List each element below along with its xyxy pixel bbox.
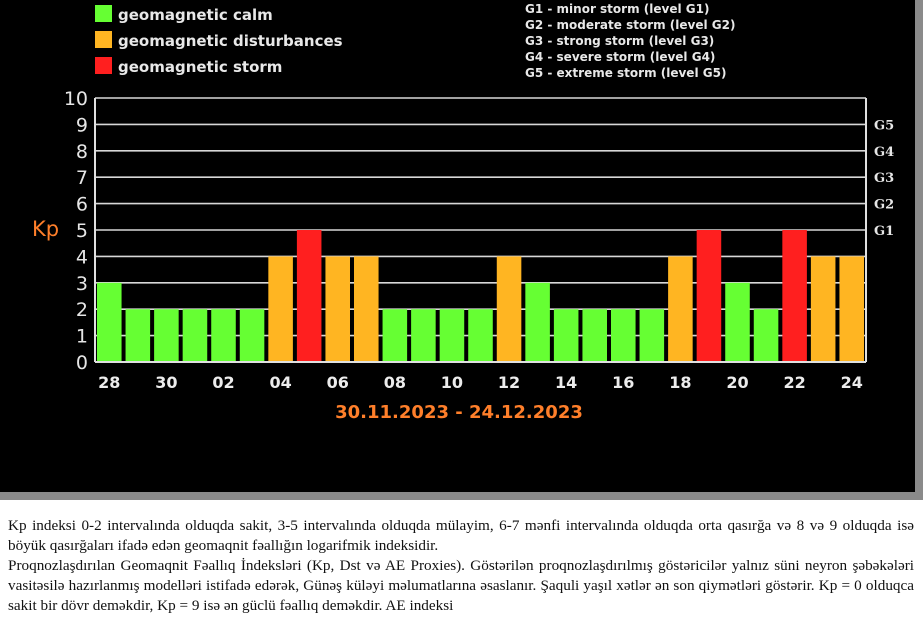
kp-bar	[154, 309, 179, 362]
x-tick-label: 28	[98, 373, 121, 392]
legend-swatch-calm	[95, 5, 112, 22]
date-range-label: 30.11.2023 - 24.12.2023	[335, 402, 583, 423]
x-tick-label: 04	[269, 373, 292, 392]
y-tick-label: 3	[75, 272, 88, 295]
storm-level-g3: G3 - strong storm (level G3)	[525, 34, 715, 48]
y-tick-label: 1	[75, 325, 88, 348]
kp-bar	[611, 309, 636, 362]
y-tick-label: 0	[75, 352, 88, 374]
storm-level-tick-label: G3	[874, 171, 895, 187]
storm-level-g1: G1 - minor storm (level G1)	[525, 2, 710, 16]
x-tick-label: 16	[612, 373, 635, 392]
x-tick-label: 08	[383, 373, 406, 392]
y-tick-label: 7	[75, 167, 88, 190]
kp-bar	[440, 309, 465, 362]
storm-level-g5: G5 - extreme storm (level G5)	[525, 66, 727, 80]
storm-level-tick-label: G4	[874, 144, 895, 160]
kp-bar	[325, 256, 350, 362]
legend	[95, 5, 343, 76]
kp-bar	[725, 283, 750, 362]
kp-bar	[582, 309, 607, 362]
y-tick-label: 2	[75, 299, 88, 322]
kp-bar	[497, 256, 522, 362]
kp-bar	[668, 256, 693, 362]
x-tick-label: 30	[155, 373, 178, 392]
x-tick-label: 06	[326, 373, 349, 392]
legend-label-storm: geomagnetic storm	[118, 58, 283, 76]
y-tick-label: 9	[75, 114, 88, 137]
kp-bar	[782, 230, 807, 362]
x-tick-label: 02	[212, 373, 235, 392]
y-tick-label: 5	[75, 220, 88, 242]
kp-bar	[468, 309, 493, 362]
y-tick-label: 6	[75, 193, 88, 216]
x-tick-label: 20	[726, 373, 749, 392]
x-tick-label: 10	[440, 373, 464, 392]
kp-bar	[697, 230, 722, 362]
y-tick-label: 10	[63, 88, 88, 110]
storm-level-key	[525, 2, 735, 80]
kp-bar	[754, 309, 779, 362]
kp-bar	[525, 283, 550, 362]
kp-bar	[211, 309, 236, 362]
storm-level-tick-label: G5	[874, 118, 895, 134]
kp-bar	[811, 256, 836, 362]
storm-level-g2: G2 - moderate storm (level G2)	[525, 18, 736, 32]
kp-bar	[839, 256, 864, 362]
legend-swatch-storm	[95, 57, 112, 74]
kp-bar	[126, 309, 151, 362]
x-tick-label: 12	[497, 373, 521, 392]
storm-level-tick-label: G2	[874, 197, 895, 213]
kp-bar	[268, 256, 293, 362]
y-tick-label: 4	[75, 246, 88, 269]
kp-bar	[383, 309, 408, 362]
storm-level-g4: G4 - severe storm (level G4)	[525, 50, 716, 64]
x-tick-label: 14	[555, 373, 578, 392]
description-text	[8, 516, 914, 616]
x-tick-label: 18	[669, 373, 692, 392]
kp-bar	[411, 309, 436, 362]
kp-bar	[297, 230, 322, 362]
legend-label-disturbances: geomagnetic disturbances	[118, 32, 343, 50]
description-paragraph-2: Proqnozlaşdırılan Geomaqnit Fəallıq İndeksləri (Kp, Dst və AE Proxies). Göstərilən proqnozlaşdırılmış göstəricilər yalnız süni neyron şəbəkələri vasitəsilə hazırlanmış modelləri istifadə edərək, Günəş küləyi məlumatlarına əsaslanır. Şaquli yaşıl xətlər ən son qiymətləri göstərir. Kp = 0 olduqca sakit bir dövr deməkdir, Kp = 9 isə ən güclü fəallıq deməkdir. AE indeksi	[8, 557, 914, 614]
bars	[97, 230, 864, 362]
y-tick-label: 8	[75, 140, 88, 163]
kp-bar	[97, 283, 122, 362]
x-tick-label: 22	[783, 373, 806, 392]
y-axis-label: Kp	[32, 217, 60, 241]
x-tick-label: 24	[840, 373, 863, 392]
kp-bar	[354, 256, 379, 362]
kp-bar	[554, 309, 579, 362]
legend-swatch-disturbances	[95, 31, 112, 48]
kp-bar	[640, 309, 665, 362]
kp-bar	[183, 309, 208, 362]
legend-label-calm: geomagnetic calm	[118, 6, 273, 24]
description-paragraph-1: Kp indeksi 0-2 intervalında olduqda sakit, 3-5 intervalında olduqda mülayim, 6-7 mənfi intervalında olduqda orta qasırğa və 8 və 9 olduqda isə böyük qasırğaları ifadə edən geomaqnit fəallığın logarifmik indeksidir.	[8, 517, 914, 554]
kp-bar	[240, 309, 265, 362]
storm-level-tick-label: G1	[874, 224, 895, 239]
